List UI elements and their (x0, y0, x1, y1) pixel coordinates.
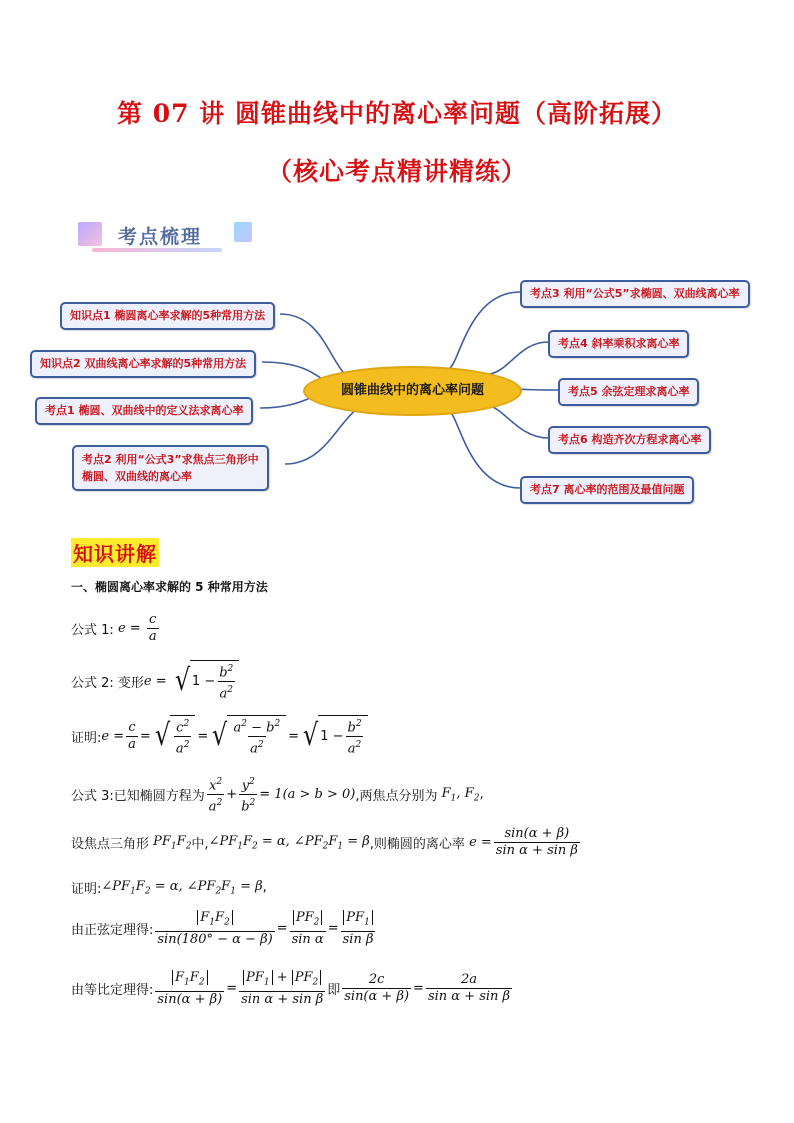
page-subtitle: （核心考点精讲精练） (266, 157, 527, 186)
ratio-law-label: 由等比定理得: (71, 983, 154, 999)
formula-3-line: 公式 3:已知椭圆方程为 $\frac{x^2}{a^2}$ + $\frac{y^2}{b^2}$ = 1(a > b > 0) ,两焦点分别为 $F_1$, $F_2$ , (71, 777, 484, 815)
mindmap-node-knowledge-1: 知识点1 椭圆离心率求解的5种常用方法 (60, 302, 275, 330)
mindmap-node-topic-1: 考点1 椭圆、双曲线中的定义法求离心率 (35, 397, 253, 425)
formula-3-label: 公式 3:已知椭圆方程为 (71, 789, 205, 805)
formula-3-condition: 1(a > b > 0) (274, 787, 356, 803)
mindmap-node-topic-5: 考点5 余弦定理求离心率 (558, 378, 699, 406)
sine-law-line: 由正弦定理得: $\frac{F_1F_2}{\sin(180^\circ - \alpha - \beta)}$ = $\frac{PF_2}{\text{sin α}}$ = $\frac{PF_1}{\text{sin β}}$ (71, 910, 374, 947)
banner-decoration-left (78, 222, 102, 246)
page-title: 第 07 讲 圆锥曲线中的离心率问题（高阶拓展） (117, 99, 677, 128)
section-banner (78, 218, 258, 252)
formula-3-tail: ,两焦点分别为 (355, 789, 438, 805)
mindmap-node-topic-2-line1: 考点2 利用“公式3”求焦点三角形中 (82, 453, 259, 466)
proof-2-line: 证明: $\angle PF_1F_2 = \alpha$, $\angle PF_2F_1 = \beta$ , (71, 878, 267, 897)
mindmap (0, 270, 794, 510)
focal-triangle-line: 设焦点三角形 $PF_1F_2$ 中, $\angle PF_1F_2 = \alpha$, $\angle PF_2F_1 = \beta$ ,则椭圆的离心率 e = $\frac{\sin(\alpha + \beta)}{\text{sin α + sin β}}$ (71, 826, 578, 858)
mindmap-node-knowledge-2: 知识点2 双曲线离心率求解的5种常用方法 (30, 350, 256, 378)
mindmap-center: 圆锥曲线中的离心率问题 (303, 366, 522, 416)
banner-decoration-right (234, 222, 252, 242)
mindmap-node-topic-2-line2: 椭圆、双曲线的离心率 (82, 470, 192, 483)
focal-triangle-label-a: 设焦点三角形 (71, 837, 150, 852)
proof-2-label: 证明: (71, 882, 102, 897)
sine-law-label: 由正弦定理得: (71, 923, 154, 939)
focal-triangle-label-c: ,则椭圆的离心率 (369, 837, 465, 852)
formula-2-line: 公式 2: 变形 e = √ 1 − $\frac{b^2}{a^2}$ (71, 660, 241, 703)
formula-1-label: 公式 1: (71, 623, 114, 638)
mindmap-node-topic-4: 考点4 斜率乘积求离心率 (548, 330, 689, 358)
proof-line: 证明: e = $\frac{c}{a}$ = √ $\frac{c^2}{a^2}$ = √ $\frac{a^2 - b^2}{a^2}$ = √ 1 − $\frac{b^2}{a^2}$ (71, 715, 370, 758)
mindmap-node-topic-3: 考点3 利用“公式5”求椭圆、双曲线离心率 (520, 280, 750, 308)
formula-1-line: 公式 1: e = $\frac{c}{a}$ (71, 612, 157, 644)
focal-triangle-label-b: 中, (191, 837, 209, 852)
ratio-law-line: 由等比定理得: $\frac{F_1F_2}{\sin(\alpha + \beta)}$ = $\frac{PF_1 + PF_2}{\text{sin α + sin β}}$ 即 $\frac{2c}{\sin(\alpha + \beta)}$ = $\frac{2a}{\text{sin α + sin β}}$ (71, 970, 511, 1007)
ratio-law-ji: 即 (327, 983, 341, 999)
mindmap-node-topic-2 (72, 445, 269, 491)
proof-label: 证明: (71, 730, 102, 746)
section-heading-1: 一、椭圆离心率求解的 5 种常用方法 (71, 580, 268, 594)
banner-label: 考点梳理 (118, 226, 203, 248)
knowledge-section-tag: 知识讲解 (71, 538, 159, 567)
mindmap-node-topic-6: 考点6 构造齐次方程求离心率 (548, 426, 711, 454)
formula-2-label: 公式 2: 变形 (71, 675, 144, 691)
mindmap-node-topic-7: 考点7 离心率的范围及最值问题 (520, 476, 694, 504)
